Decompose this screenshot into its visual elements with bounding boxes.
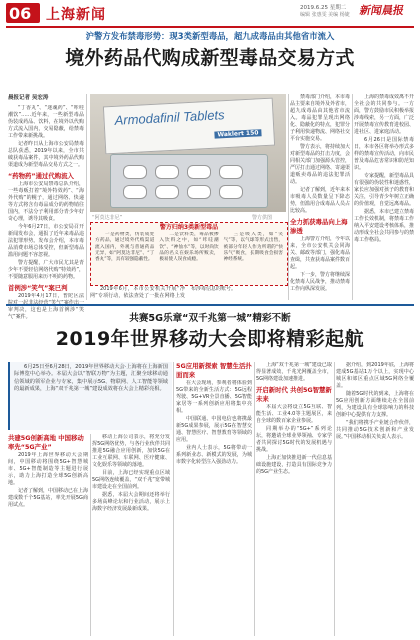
pill — [155, 165, 179, 179]
page-number-badge — [6, 3, 40, 23]
story1-col3-para: 下一步，警方将继续深化禁毒人民战争，推动禁毒工作向纵深发展。 — [290, 272, 350, 292]
story1-col1-para: 今年6月27日，市公安局召开新闻发布会，通报了近年来毒品违法犯罪形势。发布会介绍，本市毒品消费市场总体受控，但新型毒品滥用问题不容忽视。 — [8, 224, 84, 258]
photo-caption-right: 警方供图 — [252, 215, 273, 221]
story1-col3-para: 上海警方介绍，今年以来，全市公安机关会同海关、邮政等部门，强化毒品查缉，共查获毒品案件数百起。 — [290, 236, 350, 270]
story2-col1-para: 记者了解到，中国移动已在上海建成数千个5G基站，率先开展5G商用试点。 — [8, 488, 88, 508]
story2-col4-para: 本届大会将设立5G互联、智能生活、工业4.0等主题展区，来自全球的数百家企业参展。 — [256, 404, 332, 424]
story1-col1-para: 警方提醒，广大市民尤其是青少年不要轻信网络代购“特效药”，不要随意服用来历不明的药物。 — [8, 260, 84, 280]
column-divider — [352, 94, 353, 300]
infobox-para: 三是吸入类，如“笑气”等，以气球等形式出售，被部分年轻人作为所谓的“快乐气”吸食，长期吸食会损害神经系统。 — [223, 232, 283, 263]
story1-subhead-2: 首例涉“笑气”案已判 — [8, 284, 68, 292]
story2-col4-para: 同期举办的“5G+”系列论坛，将邀请全球业界领袖、专家学者共同探讨5G时代的发展机遇与挑战。 — [256, 426, 332, 453]
story1-under-photo-text — [90, 286, 286, 302]
story2-col5-para: “我们将携手产业链合作伙伴，共同推动5G技术创新和产业发展。”中国移动相关负责人表示。 — [336, 420, 414, 440]
story1-infobox — [90, 222, 288, 286]
story1-subhead-1: “药物药”通过代购流入 — [8, 172, 74, 180]
story2-column-5 — [336, 362, 414, 636]
story2-col5-para: 上海“双千兆第一城”建设已取得显著成效，千兆光网覆盖全市，5G网络建设加速推进。 — [256, 362, 332, 382]
pill-box — [103, 98, 275, 155]
story1-col4-para: 专家提醒，新型毒品具有很强的伪装性和迷惑性，家长应加强对孩子的教育和关注，引导青少年树立正确的价值观，自觉远离毒品。 — [354, 173, 414, 207]
column-divider — [90, 434, 91, 636]
story1-col1-para: “丁香丸”、“迷魂药”、“咔哇潮饮”……近年来，一些新型毒品伪装成药品、饮料，在境外以代购方式流入国内，交易隐蔽，给禁毒工作带来新挑战。 — [8, 105, 84, 139]
pill — [123, 185, 147, 199]
story1-col1-para: 记者昨日从上海市公安局禁毒总队获悉，2019年以来，全市共破获毒品案件，其中境外药品代购渠道成为新型毒品交易方式之一。 — [8, 141, 84, 168]
story2-lead — [8, 362, 172, 430]
story2-col4-para: 上海正加快推进新一代信息基础设施建设，打造具有国际竞争力的5G产业生态。 — [256, 455, 332, 475]
pill — [155, 185, 179, 199]
story2-column-4 — [256, 362, 332, 636]
column-divider — [254, 362, 255, 636]
story1-col3-para: 警方表示，将持续加大对新型毒品的打击力度，会同相关部门加强源头管控，严厉打击通过网络、寄递渠道贩卖毒品的违法犯罪活动。 — [290, 144, 350, 185]
photo-caption-left: “阿莫达非尼” — [92, 215, 123, 221]
story1-col1-para: 2019年4月17日，普陀区法院对一起非法经营“笑气”案作出一审判决，这也是上海首例涉“笑气”案件。 — [8, 293, 84, 320]
story2-lead-para: 6月25日至6月28日，2019年世界移动大会·上海将在上海新国际博览中心举办。本届大会以“智联万物”为主题，汇聚全球移动通信领域的领军企业与专家，集中展示5G、物联网、人工智能等领域的最新成果，上海“双千兆第一城”建设成效将在大会上精彩亮相。 — [14, 364, 168, 393]
pill — [187, 165, 211, 179]
story1-col4-para: 6月26日是国际禁毒日，本市各区将举办形式多样的禁毒宣传活动，向市民普及毒品危害常识和防范知识。 — [354, 137, 414, 171]
story2-column-3 — [176, 362, 252, 636]
column-divider — [334, 362, 335, 636]
pill — [187, 185, 211, 199]
infobox-title: 警方归纳3类新型毒品 — [159, 224, 219, 231]
blister-pack — [110, 154, 268, 208]
story1-kicker: 沪警方发布禁毒形势：现3类新型毒品，超九成毒品由其他省市流入 — [85, 31, 335, 41]
column-divider — [288, 94, 289, 300]
story2-col5-para: 随着5G时代的到来，上海将在5G应用创新方面继续走在全国前列，为建设具有全球影响力的科技创新中心提供有力支撑。 — [336, 391, 414, 418]
editor-line: 编辑 张惠雯 美编 杨婕 — [300, 12, 350, 18]
story2-col2-para: 目前，上海已经实现重点区域5G网络连续覆盖，“双千兆”宽带城市建设走在全国前列。 — [92, 470, 170, 490]
story2-col5-para: 据介绍，到2019年底，上海将建成5G基站1万个以上，实现中心城区和郊区重点区域5G网络全覆盖。 — [336, 362, 414, 389]
column-divider — [173, 362, 174, 636]
story1-col4-para: 上海的禁毒成效离不开全社会的共同参与。一方面，警方鼓励市民积极举报涉毒线索，另一方面，广泛开展禁毒宣传教育进校园、进社区、进家庭活动。 — [354, 94, 414, 135]
story1-column-1 — [8, 94, 84, 320]
story2-col3-para: 业内人士表示，5G将带动一系列新业态、新模式的发展，为城市数字化转型注入强劲动力。 — [176, 445, 252, 465]
story2-subhead-3: 5G应用新探索 智慧生活扑面而来 — [176, 362, 252, 379]
story1-photo — [90, 94, 286, 212]
pill-box-sublabel: Waklert 150 — [214, 129, 261, 138]
section-title: 上海新闻 — [46, 7, 106, 23]
story2-col3-para: 中国联通、中国电信也将携最新5G成果参展，展示5G在智慧交通、智慧医疗、智慧教育等领域的应用。 — [176, 416, 252, 443]
story2-col3-para: 在大会现场，参观者将体验到5G带来的全新生活方式：5G远程驾驶、5G+VR全景直播、5G智能家居等一系列创新应用将集中亮相。 — [176, 380, 252, 414]
story1-headline: 境外药品代购成新型毒品交易方式 — [65, 47, 355, 69]
story2-subhead-4: 开启新时代 共创5G智慧新未来 — [256, 386, 332, 403]
story1-col4-para: 据悉，本市已建立禁毒工作长效机制，将禁毒工作纳入平安建设考核体系，推动形成全社会共同参与的禁毒工作格局。 — [354, 209, 414, 243]
story2-col2-para: 据悉，本届大会期间还将举行多场高峰论坛和行业活动，展示上海数字经济发展最新成果。 — [92, 492, 170, 512]
story2-column-2 — [92, 434, 170, 636]
pill-box-label: Armodafinil Tablets — [114, 107, 225, 128]
story2-column-1 — [8, 434, 88, 636]
story2-col1-para: 2019年上海世界移动大会期间，中国移动将围绕5G+智慧城市、5G+智能制造等主题进行展示，助力上海打造全球5G创新高地。 — [8, 452, 88, 486]
pill — [219, 165, 243, 179]
story1-col3-para: 2019年6月，本市公安机关开展“净网”专项行动，依法查处了一批在网络上发布涉毒信息的账号。 — [90, 286, 237, 299]
story2-col2-para: 移动上海公司表示，将充分发挥5G网络优势，与各行业伙伴共同推进5G融合应用创新，加快5G在工业互联网、车联网、医疗健康、文化娱乐等领域的落地。 — [92, 434, 170, 468]
date-line: 2019.6.25 星期二 — [300, 5, 347, 11]
story1-column-3 — [290, 94, 350, 300]
pill — [123, 165, 147, 179]
story2-kicker: 共赛5G乐章“双千兆第一城”精彩不断 — [129, 313, 291, 324]
page-number: 06 — [9, 4, 32, 23]
infobox-para: 一是药物类，伪装成处方药品，通过境外代购渠道流入国内，外观与普通药品无异，如“阿莫达非尼”、“丁香丸”等，具有较强隐蔽性。 — [95, 232, 155, 263]
header-rule — [6, 26, 414, 28]
page-header — [0, 0, 420, 26]
infobox-para: 二是饮料类，毒品被掺入饮料之中，如“咔哇潮饮”、“神仙水”等，以时尚饮品的名义在娱乐场所贩卖，极易使人误食成瘾。 — [159, 232, 219, 263]
story2-headline: 2019年世界移动大会即将精彩起航 — [55, 328, 365, 350]
story2-subhead-1: 共建5G创新高地 中国移动率先“5G产业” — [8, 434, 84, 451]
story1-col3-para: 禁毒部门介绍，本市毒品主要来自境外及外省市，超九成毒品由其他省市流入。毒品犯罪呈现出网络化、隐蔽化的特点，犯罪分子利用快递物流、网络社交平台实施交易。 — [290, 94, 350, 142]
story1-col1-para: 上海市公安局禁毒总队介绍，一些毒贩打着“境外特效药”、“海外代购”的幌子，通过网络、快递等方式将含有毒品成分的药物销往国内，不法分子利用部分青少年好奇心理，诱导其吸食。 — [8, 181, 84, 222]
story1-byline: 晨报记者 吴宏涛 — [8, 95, 49, 101]
newspaper-logo: 新闻晨报 — [358, 4, 406, 17]
pill — [219, 185, 243, 199]
story1-col3-para: 记者了解到，近年来本市吸毒人员数量呈下降态势，但滥用合成毒品人员占比较高。 — [290, 187, 350, 214]
story-separator — [6, 304, 414, 306]
story1-column-4 — [354, 94, 414, 300]
column-divider — [86, 94, 87, 300]
story1-subhead-3: 全力抓获毒品向上海渗透 — [290, 218, 348, 235]
